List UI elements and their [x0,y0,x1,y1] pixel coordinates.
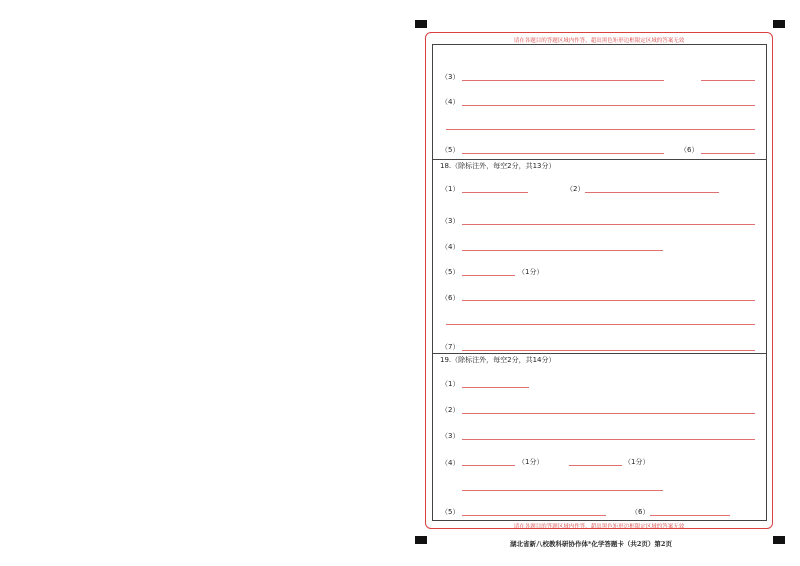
q17-answer-line-4b[interactable] [446,129,755,130]
q19-label-6: （6） [631,508,650,516]
q19-label-2: （2） [441,406,460,414]
q18-answer-line-4[interactable] [462,250,663,251]
q18-header: 18.（除标注外，每空2分，共13分） [440,162,556,170]
page-footer: 湖北省新八校教科研协作体*化学答题卡（共2页）第2页 [510,540,672,548]
q19-answer-line-1[interactable] [462,387,529,388]
registration-marker-bottom-right [773,536,785,544]
q17-label-4: （4） [441,98,460,106]
q19-label-4: （4） [441,459,460,467]
registration-marker-bottom-left [415,536,427,544]
q17-label-3: （3） [441,73,460,81]
divider-17-18 [432,159,767,160]
q19-label-5: （5） [441,508,460,516]
q19-answer-line-3[interactable] [462,439,755,440]
q17-answer-line-4[interactable] [462,105,755,106]
q18-note-5: （1分） [518,268,544,276]
q19-answer-line-4c[interactable] [462,490,663,491]
bottom-warning-text: 请在各题目的答题区域内作答，超出黑色矩形边框限定区域的答案无效 [513,524,685,530]
q18-label-6: （6） [441,294,460,302]
q19-answer-line-5[interactable] [462,515,606,516]
q18-answer-line-6[interactable] [462,300,755,301]
divider-18-19 [432,353,767,354]
q18-label-2: （2） [566,185,585,193]
q19-answer-line-2[interactable] [462,413,755,414]
q18-answer-line-6b[interactable] [446,324,755,325]
q17-label-6: （6） [680,146,699,154]
answer-area-inner-border [432,44,767,521]
q19-label-3: （3） [441,432,460,440]
q19-answer-line-4a[interactable] [462,465,515,466]
top-warning-text: 请在各题目的答题区域内作答，超出黑色矩形边框限定区域的答案无效 [513,38,685,44]
q19-answer-line-4b[interactable] [569,465,622,466]
q17-answer-line-3[interactable] [462,80,664,81]
q18-answer-line-7[interactable] [462,350,755,351]
q17-answer-line-5[interactable] [462,153,664,154]
q18-answer-line-1[interactable] [462,192,528,193]
registration-marker-top-right [773,20,785,28]
registration-marker-top-left [415,20,427,28]
q17-label-5: （5） [441,146,460,154]
q18-label-4: （4） [441,243,460,251]
q19-note-4a: （1分） [518,458,544,466]
q18-label-3: （3） [441,217,460,225]
q19-label-1: （1） [441,380,460,388]
q18-label-5: （5） [441,268,460,276]
q17-answer-line-3b[interactable] [701,80,755,81]
q18-answer-line-5[interactable] [462,275,515,276]
q19-header: 19.（除标注外，每空2分，共14分） [440,356,556,364]
q18-answer-line-3[interactable] [462,224,755,225]
q19-note-4b: （1分） [624,458,650,466]
q18-label-1: （1） [441,185,460,193]
q19-answer-line-6[interactable] [650,515,730,516]
q17-answer-line-6[interactable] [701,153,755,154]
q18-answer-line-2[interactable] [585,192,719,193]
q18-label-7: （7） [441,343,460,351]
